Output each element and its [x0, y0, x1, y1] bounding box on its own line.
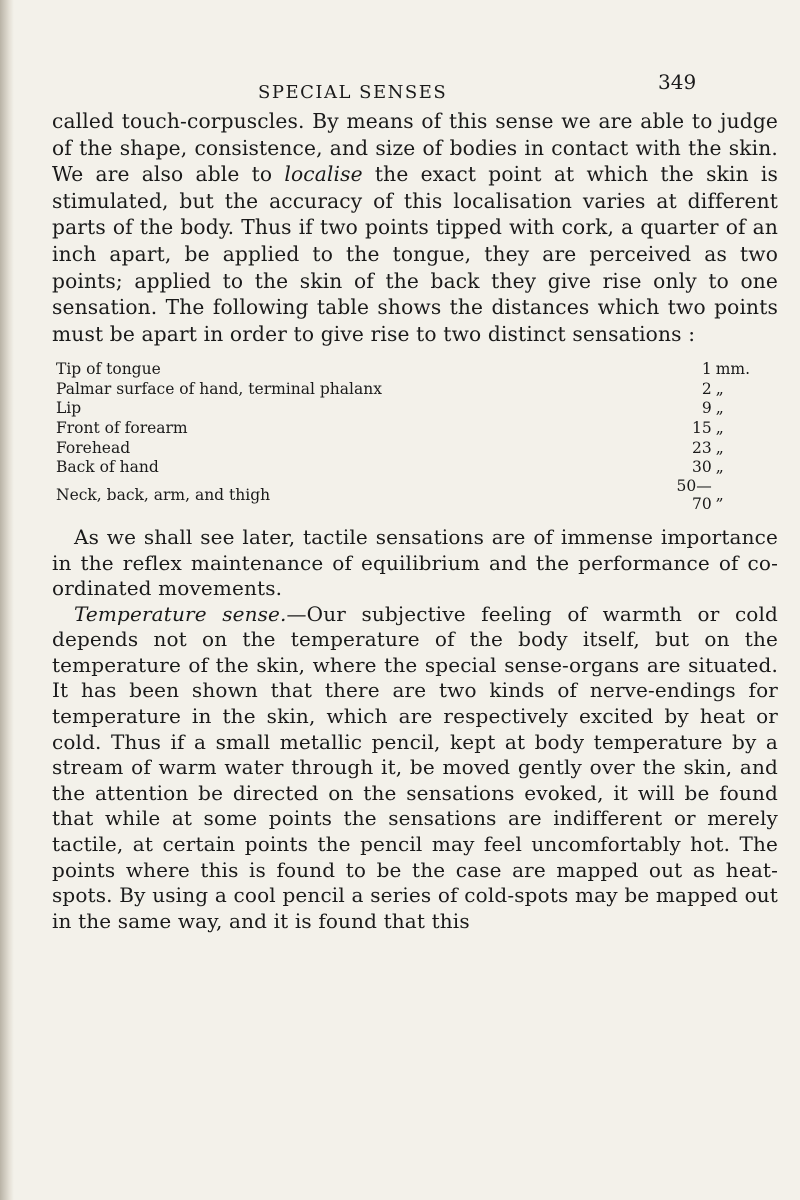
table-row	[56, 399, 764, 419]
distance-cell: 1	[701, 360, 712, 379]
text-segment: called touch-corpuscles. By means of this sense we are able to judge of the shape, consistence, and size of bodies in contact with the skin. We are also able to	[52, 109, 778, 187]
region-cell: Lip	[56, 399, 82, 418]
distance-cell: 50—70	[676, 476, 712, 513]
distance-cell: 9	[701, 399, 712, 418]
table-row	[56, 359, 764, 379]
table-row	[56, 477, 764, 513]
section-heading-temperature-sense: Temperature sense.	[74, 601, 287, 626]
paragraph-temperature-sense	[52, 602, 778, 935]
page-number: 349	[658, 70, 697, 94]
region-cell: Forehead	[56, 438, 131, 457]
unit-cell: „	[715, 438, 724, 457]
text-segment: —Our subjective feeling of warmth or cold depends not on the temperature of the body itself, but on the temperature of the skin, where the special sense-organs are situated. It has been shown that there are two kinds of nerve-endings for temperature in the skin, which are respectively excited by heat or cold. Thus if a small metallic pencil, kept at body temperature by a stream of warm water through it, be moved gently over the skin, and the attention be directed on the sensations evoked, it will be found that while at some points the sensations are indifferent or merely tactile, at certain points the pencil may feel uncomfortably hot. The points where this is found to be the case are mapped out as heat-spots. By using a cool pencil a series of cold-spots may be mapped out in the same way, and it is found that this	[52, 601, 778, 933]
unit-cell: „	[715, 379, 724, 398]
table-row	[56, 418, 764, 438]
paragraph-touch-localisation	[52, 108, 778, 347]
book-gutter-shadow	[0, 0, 14, 1200]
distance-cell: 15	[691, 418, 712, 437]
text-segment: As we shall see later, tactile sensations are of immense importance in the reflex maintenance of equilibrium and the performance of co-ordinated movements.	[52, 524, 778, 601]
running-head	[52, 64, 778, 108]
body-text-continued	[52, 525, 778, 935]
region-cell: Neck, back, arm, and thigh	[56, 485, 271, 504]
two-point-distance-table	[56, 359, 764, 513]
text-segment: the exact point at which the skin is stimulated, but the accuracy of this localisation varies at different parts of the body. Thus if two points tipped with cork, a quarter of an inch apart, be applied to the tongue, they are perceived as two points; applied to the skin of the back they give rise only to one sensation. The following table shows the distances which two points must be apart in order to give rise to two distinct sensations :	[52, 162, 778, 346]
unit-cell: „	[715, 399, 724, 418]
distance-cell: 2	[701, 379, 712, 398]
region-cell: Front of forearm	[56, 418, 188, 437]
distance-cell: 23	[691, 438, 712, 457]
body-text	[52, 108, 778, 934]
table-row	[56, 379, 764, 399]
unit-cell: mm.	[715, 360, 751, 379]
region-cell: Back of hand	[56, 458, 159, 477]
table-row	[56, 457, 764, 477]
distance-cell: 30	[691, 458, 712, 477]
italic-term-localise: localise	[284, 162, 363, 187]
unit-cell: „	[715, 485, 724, 504]
region-cell: Tip of tongue	[56, 360, 161, 379]
region-cell: Palmar surface of hand, terminal phalanx	[56, 379, 382, 398]
book-page	[52, 64, 778, 934]
unit-cell: „	[715, 458, 724, 477]
running-title: SPECIAL SENSES	[258, 82, 448, 103]
table-row	[56, 438, 764, 458]
unit-cell: „	[715, 418, 724, 437]
paragraph-tactile-importance	[52, 525, 778, 602]
